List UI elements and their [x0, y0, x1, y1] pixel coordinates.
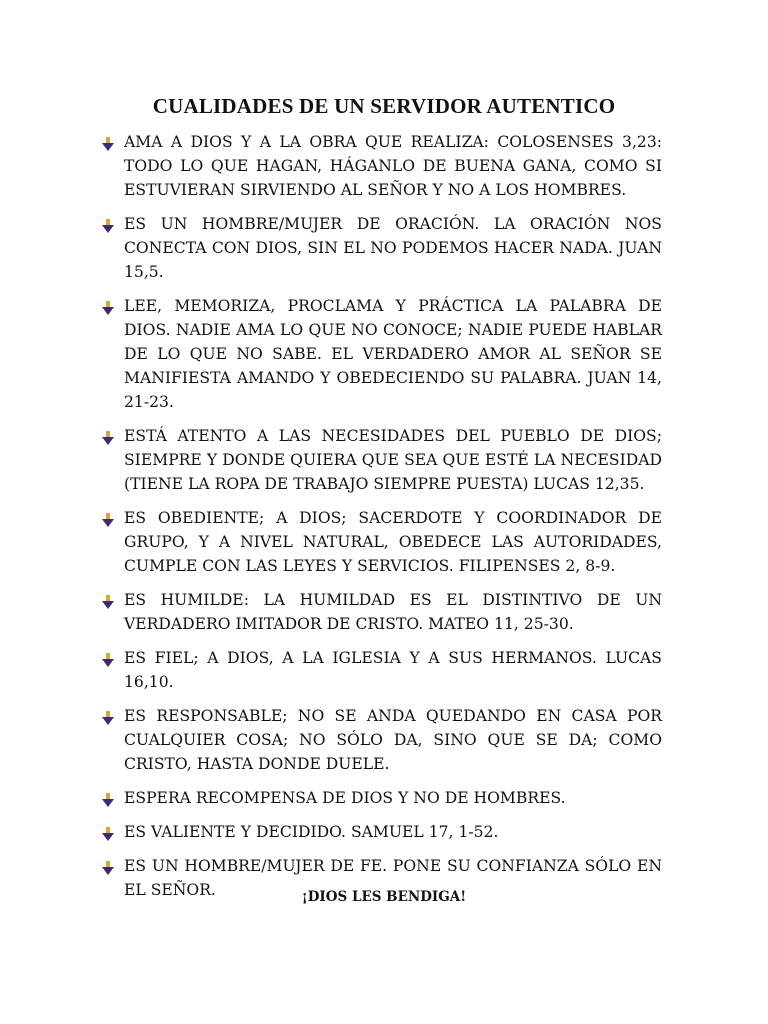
down-arrow-bullet-icon: [102, 861, 114, 875]
page-title: CUALIDADES DE UN SERVIDOR AUTENTICO: [152, 94, 616, 118]
down-arrow-bullet-icon: [102, 793, 114, 807]
list-item-text: AMA A DIOS Y A LA OBRA QUE REALIZA: COLOSENSES 3,23: TODO LO QUE HAGAN, HÁGANLO DE BUENA GANA, COMO SI ESTUVIERAN SIRVIENDO AL SEÑOR Y NO A LOS HOMBRES.: [124, 133, 662, 199]
list-item-text: ES UN HOMBRE/MUJER DE ORACIÓN. LA ORACIÓN NOS CONECTA CON DIOS, SIN EL NO PODEMOS HACER NADA. JUAN 15,5.: [124, 215, 662, 281]
down-arrow-bullet-icon: [102, 301, 114, 315]
list-item-text: ESTÁ ATENTO A LAS NECESIDADES DEL PUEBLO DE DIOS; SIEMPRE Y DONDE QUIERA QUE SEA QUE ESTÉ LA NECESIDAD (TIENE LA ROPA DE TRABAJO SIEMPRE PUESTA) LUCAS 12,35.: [124, 427, 662, 493]
down-arrow-bullet-icon: [102, 513, 114, 527]
list-item-text: ES FIEL; A DIOS, A LA IGLESIA Y A SUS HERMANOS. LUCAS 16,10.: [124, 649, 662, 691]
closing-blessing: ¡DIOS LES BENDIGA!: [301, 889, 467, 905]
list-item: [100, 130, 662, 202]
down-arrow-bullet-icon: [102, 595, 114, 609]
list-item-text: ES HUMILDE: LA HUMILDAD ES EL DISTINTIVO DE UN VERDADERO IMITADOR DE CRISTO. MATEO 11, 25-30.: [124, 591, 662, 633]
list-item: [100, 820, 662, 844]
list-item: [100, 424, 662, 496]
down-arrow-bullet-icon: [102, 653, 114, 667]
list-item: [100, 786, 662, 810]
list-item-text: ES OBEDIENTE; A DIOS; SACERDOTE Y COORDINADOR DE GRUPO, Y A NIVEL NATURAL, OBEDECE LAS AUTORIDADES, CUMPLE CON LAS LEYES Y SERVICIOS. FILIPENSES 2, 8-9.: [124, 509, 662, 575]
list-item-text: ES RESPONSABLE; NO SE ANDA QUEDANDO EN CASA POR CUALQUIER COSA; NO SÓLO DA, SINO QUE SE DA; COMO CRISTO, HASTA DONDE DUELE.: [124, 707, 662, 773]
list-item-text: ES VALIENTE Y DECIDIDO. SAMUEL 17, 1-52.: [124, 823, 499, 841]
list-item-text: ES UN HOMBRE/MUJER DE FE. PONE SU CONFIANZA SÓLO EN EL SEÑOR.: [124, 857, 662, 899]
down-arrow-bullet-icon: [102, 711, 114, 725]
down-arrow-bullet-icon: [102, 431, 114, 445]
down-arrow-bullet-icon: [102, 137, 114, 151]
list-item-text: LEE, MEMORIZA, PROCLAMA Y PRÁCTICA LA PALABRA DE DIOS. NADIE AMA LO QUE NO CONOCE; NADIE PUEDE HABLAR DE LO QUE NO SABE. EL VERDADERO AMOR AL SEÑOR SE MANIFIESTA AMANDO Y OBEDECIENDO SU PALABRA. JUAN 14, 21-23.: [124, 297, 662, 411]
list-item-text: ESPERA RECOMPENSA DE DIOS Y NO DE HOMBRES.: [124, 789, 566, 807]
down-arrow-bullet-icon: [102, 827, 114, 841]
list-item: [100, 588, 662, 636]
down-arrow-bullet-icon: [102, 219, 114, 233]
list-item: [100, 506, 662, 578]
list-item: [100, 294, 662, 414]
qualities-list: [100, 130, 662, 912]
list-item: [100, 646, 662, 694]
list-item: [100, 704, 662, 776]
list-item: [100, 212, 662, 284]
